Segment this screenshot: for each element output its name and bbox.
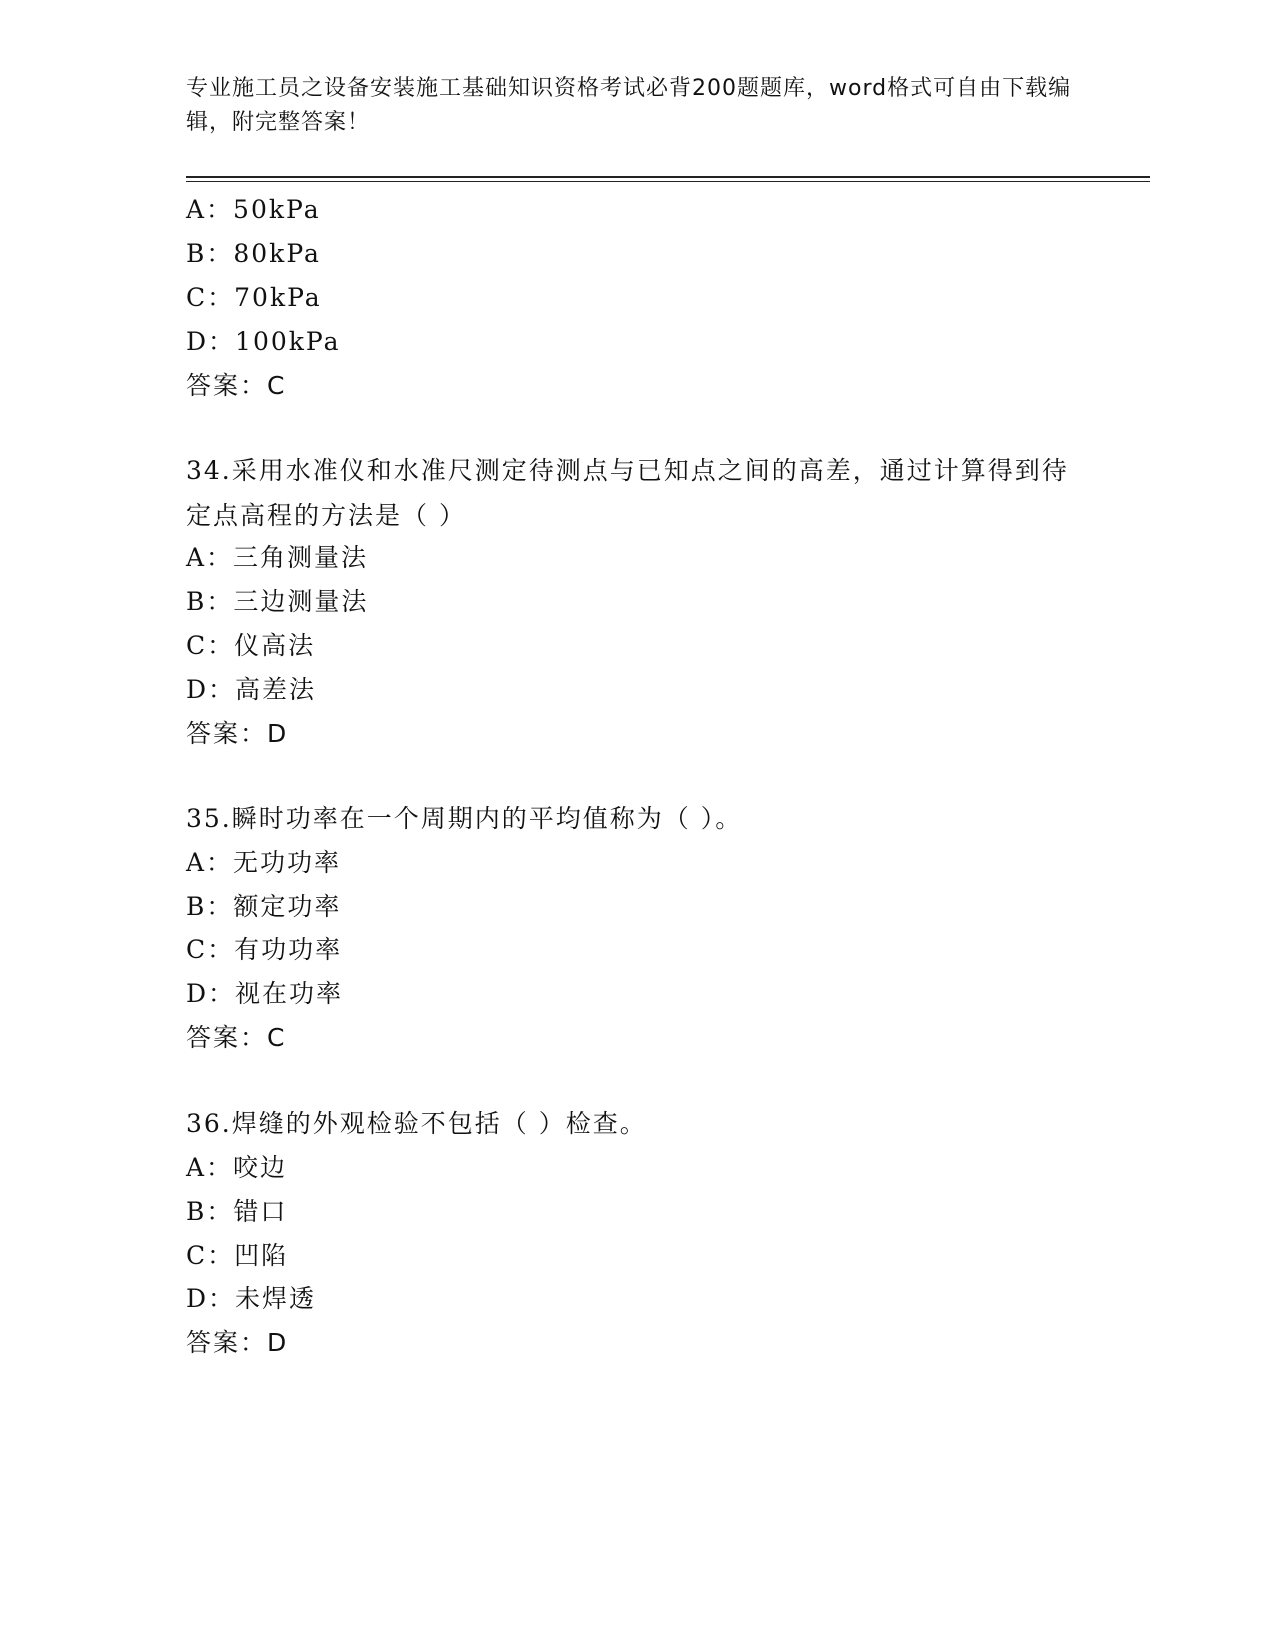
- q34-option-a: A：三角测量法: [186, 543, 369, 572]
- q35-answer: 答案：C: [186, 1023, 287, 1052]
- q36-option-b: B：错口: [186, 1197, 288, 1226]
- q36-question-text: 36.焊缝的外观检验不包括（ ）检查。: [186, 1109, 647, 1138]
- q36-option-d: D：未焊透: [186, 1284, 317, 1313]
- q36-option-c: C：凹陷: [186, 1241, 289, 1270]
- q33-option-d: D：100kPa: [186, 327, 341, 356]
- q34-option-c: C：仪高法: [186, 631, 316, 660]
- q33-answer: 答案：C: [186, 371, 287, 400]
- q35-option-d: D：视在功率: [186, 979, 344, 1008]
- q36-option-a: A：咬边: [186, 1153, 288, 1182]
- q34-answer: 答案：D: [186, 719, 289, 748]
- q34-option-d: D：高差法: [186, 675, 317, 704]
- page-header-title: 专业施工员之设备安装施工基础知识资格考试必背200题题库，word格式可自由下载编辑，附完整答案！: [186, 76, 1072, 135]
- q33-option-a: A：50kPa: [186, 195, 321, 224]
- header-divider-bottom: [186, 181, 1150, 182]
- header-divider-top: [186, 176, 1150, 178]
- q33-option-c: C：70kPa: [186, 283, 322, 312]
- q34-question-text: 34.采用水准仪和水准尺测定待测点与已知点之间的高差，通过计算得到待定点高程的方法是（ ）: [186, 456, 1069, 530]
- q36-answer: 答案：D: [186, 1328, 289, 1357]
- q34-option-b: B：三边测量法: [186, 587, 369, 616]
- q33-option-b: B：80kPa: [186, 239, 321, 268]
- q35-option-b: B：额定功率: [186, 892, 342, 921]
- q35-option-a: A：无功功率: [186, 848, 342, 877]
- q35-question-text: 35.瞬时功率在一个周期内的平均值称为（ ）。: [186, 804, 743, 833]
- q35-option-c: C：有功功率: [186, 935, 343, 964]
